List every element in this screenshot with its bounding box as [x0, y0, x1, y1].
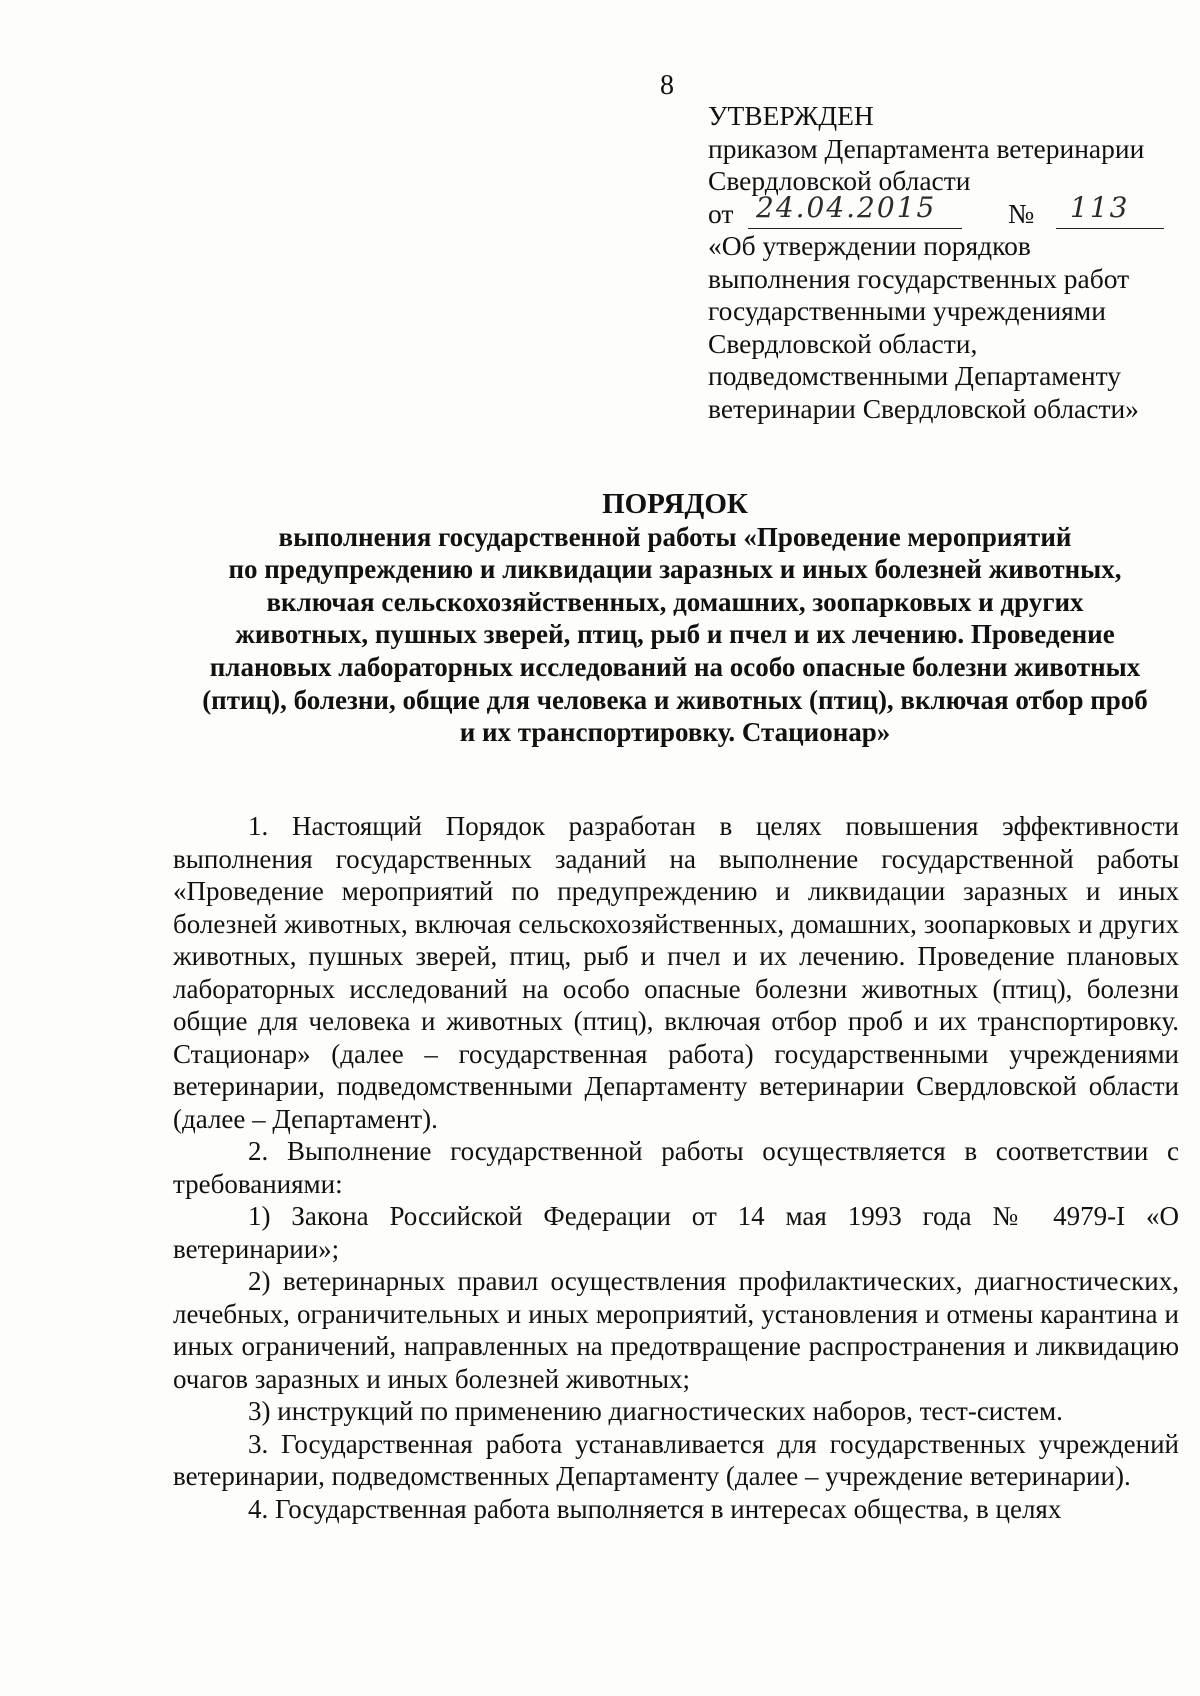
- title-line: выполнения государственной работы «Проведение мероприятий: [278, 521, 1072, 552]
- body-paragraph: 4. Государственная работа выполняется в интересах общества, в целях: [248, 1493, 1062, 1524]
- approval-heading: УТВЕРЖДЕН: [708, 100, 874, 131]
- date-underline: [748, 228, 962, 229]
- order-title-line: государственными учреждениями: [708, 295, 1106, 326]
- page-number: 8: [660, 70, 674, 101]
- body-paragraph: 1) Закона Российской Федерации от 14 мая 1993 года № 4979-I «О ветеринарии»;: [173, 1201, 1179, 1264]
- document-body: [173, 810, 1179, 1525]
- body-paragraph: 3) инструкций по применению диагностических наборов, тест-систем.: [248, 1396, 1063, 1426]
- title-line: животных, пушных зверей, птиц, рыб и пчел и их лечению. Проведение: [235, 619, 1115, 650]
- number-sign: №: [1008, 197, 1035, 229]
- handwritten-number: 113: [1070, 190, 1130, 224]
- title-line: по предупреждению и ликвидации заразных и иных болезней животных,: [228, 554, 1122, 585]
- order-title-line: Свердловской области,: [708, 327, 978, 359]
- order-title-line: подведомственными Департаменту: [708, 360, 1122, 391]
- order-title-line: выполнения государственных работ: [708, 262, 1130, 294]
- body-paragraph: 2) ветеринарных правил осуществления профилактических, диагностических, лечебных, ограничительных и иных мероприятий, установления и отмены карантина и иных ограничений, направленных на предотвращение распространения и ликвидацию очагов заразных и иных болезней животных;: [173, 1266, 1179, 1394]
- order-title-line: «Об утверждении порядков: [708, 230, 1031, 261]
- body-paragraph: 2. Выполнение государственной работы осуществляется в соответствии с требованиями:: [173, 1136, 1179, 1199]
- approval-date-line: [708, 190, 1144, 231]
- handwritten-date: 24.04.2015: [756, 190, 937, 224]
- title-line: плановых лабораторных исследований на особо опасные болезни животных: [209, 651, 1141, 682]
- number-underline: [1056, 228, 1164, 229]
- date-prefix: от: [708, 197, 734, 229]
- order-title-line: ветеринарии Свердловской области»: [708, 392, 1139, 424]
- body-paragraph: 1. Настоящий Порядок разработан в целях повышения эффективности выполнения государственных заданий на выполнение государственной работы «Проведение мероприятий по предупреждению и ликвидации заразных и иных болезней животных, включая сельскохозяйственных, домашних, зоопарковых и других животных, пушных зверей, птиц, рыб и пчел и их лечению. Проведение плановых лабораторных исследований на особо опасные болезни животных (птиц), болезни общие для человека и животных (птиц), включая отбор проб и их транспортировку. Стационар» (далее – государственная работа) государственными учреждениями ветеринарии, подведомственными Департаменту ветеринарии Свердловской области (далее – Департамент).: [173, 811, 1179, 1134]
- document-title: [160, 488, 1190, 749]
- approval-line: Свердловской области: [708, 165, 971, 196]
- title-line: включая сельскохозяйственных, домашних, зоопарковых и других: [266, 586, 1084, 617]
- approval-block: [708, 100, 1144, 425]
- title-line: и их транспортировку. Стационар»: [459, 717, 891, 748]
- title-heading: ПОРЯДОК: [602, 488, 748, 520]
- approval-line: приказом Департамента ветеринарии: [708, 132, 1145, 164]
- title-line: (птиц), болезни, общие для человека и животных (птиц), включая отбор проб: [202, 684, 1148, 715]
- body-paragraph: 3. Государственная работа устанавливается для государственных учреждений ветеринарии, подведомственных Департаменту (далее – учреждение ветеринарии).: [173, 1428, 1179, 1491]
